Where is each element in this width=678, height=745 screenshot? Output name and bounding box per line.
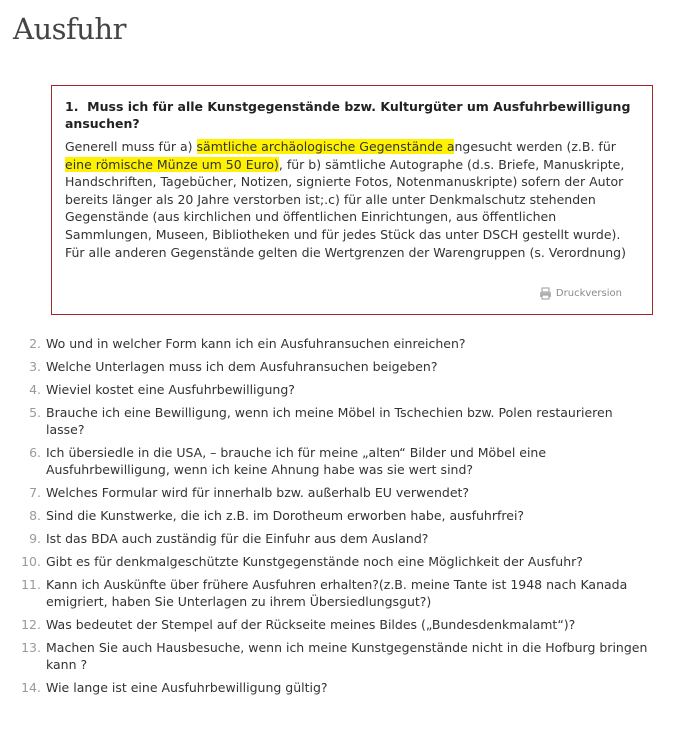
faq-question-link[interactable]: Sind die Kunstwerke, die ich z.B. im Dorotheum erworben habe, ausfuhrfrei? [46, 508, 525, 523]
item-number: 8. [29, 508, 41, 523]
list-item [14, 335, 654, 352]
item-number: 11. [21, 577, 41, 592]
item-number: 13. [21, 640, 41, 655]
faq-list [14, 335, 654, 702]
item-number: 3. [29, 359, 41, 374]
answer-text: ngesucht werden (z.B. für [454, 139, 616, 154]
answer-text: Generell muss für a) [65, 139, 197, 154]
faq-question-link[interactable]: Wieviel kostet eine Ausfuhrbewilligung? [46, 382, 295, 397]
item-number: 5. [29, 405, 41, 420]
item-number: 6. [29, 445, 41, 460]
list-item [14, 679, 654, 696]
faq-question-link[interactable]: Brauche ich eine Bewilligung, wenn ich meine Möbel in Tschechien bzw. Polen restaurieren lasse? [46, 405, 613, 437]
faq-expanded-item [51, 85, 653, 315]
item-number: 9. [29, 531, 41, 546]
faq-question-link[interactable]: Gibt es für denkmalgeschützte Kunstgegenstände noch eine Möglichkeit der Ausfuhr? [46, 554, 583, 569]
faq-question-link[interactable]: Welche Unterlagen muss ich dem Ausfuhransuchen beigeben? [46, 359, 438, 374]
faq-question-link[interactable]: Ich übersiedle in die USA, – brauche ich für meine „alten“ Bilder und Möbel eine Ausfuhrbewilligung, wenn ich keine Ahnung habe was sie wert sind? [46, 445, 547, 477]
list-item [14, 576, 654, 610]
print-version-link[interactable] [539, 287, 622, 300]
faq-question-link[interactable]: Machen Sie auch Hausbesuche, wenn ich meine Kunstgegenstände nicht in die Hofburg bringen kann ? [46, 640, 648, 672]
item-number: 7. [29, 485, 41, 500]
faq-question-link[interactable]: Welches Formular wird für innerhalb bzw. außerhalb EU verwendet? [46, 485, 470, 500]
faq-question-link[interactable]: Kann ich Auskünfte über frühere Ausfuhren erhalten?(z.B. meine Tante ist 1948 nach Kanada emigriert, haben Sie Unterlagen zu ihrem Übersiedlungsgut?) [46, 577, 628, 609]
item-number: 2. [29, 336, 41, 351]
list-item [14, 639, 654, 673]
question-text: Muss ich für alle Kunstgegenstände bzw. Kulturgüter um Ausfuhrbewilligung ansuchen? [65, 99, 631, 131]
list-item [14, 404, 654, 438]
list-item [14, 444, 654, 478]
item-number: 12. [21, 617, 41, 632]
list-item [14, 358, 654, 375]
list-item [14, 484, 654, 501]
highlighted-text: sämtliche archäologische Gegenstände a [196, 139, 455, 154]
list-item [14, 381, 654, 398]
faq-question-link[interactable]: Wo und in welcher Form kann ich ein Ausfuhransuchen einreichen? [46, 336, 466, 351]
highlighted-text: eine römische Münze um 50 Euro) [65, 156, 279, 172]
faq-question-link[interactable]: Wie lange ist eine Ausfuhrbewilligung gültig? [46, 680, 328, 695]
question-number: 1. [65, 99, 79, 114]
list-item [14, 507, 654, 524]
item-number: 14. [21, 680, 41, 695]
list-item [14, 553, 654, 570]
item-number: 4. [29, 382, 41, 397]
faq-question-link[interactable]: Was bedeutet der Stempel auf der Rückseite meines Bildes („Bundesdenkmalamt“)? [46, 617, 576, 632]
answer-text: , für b) sämtliche Autographe (d.s. Briefe, Manuskripte, Handschriften, Tagebücher, Notizen, signierte Fotos, Notenmanuskripte) sofern der Autor bereits länger als 20 Jahre verstorben ist;.c) für alle unter Denkmalschutz stehenden Gegenstände (aus kirchlichen und öffentlichen Einrichtungen, aus öffentlichen Sammlungen, Museen, Bibliotheken und für jedes Stück das unter DSCH gestellt wurde). Für alle anderen Gegenstände gelten die Wertgrenzen der Warengruppen (s. Verordnung) [65, 156, 626, 260]
faq-answer-1 [65, 138, 640, 261]
item-number: 10. [21, 554, 41, 569]
faq-question-link[interactable]: Ist das BDA auch zuständig für die Einfuhr aus dem Ausland? [46, 531, 429, 546]
page-title: Ausfuhr [13, 12, 126, 46]
list-item [14, 616, 654, 633]
list-item [14, 530, 654, 547]
print-version-label: Druckversion [555, 288, 622, 299]
printer-icon [539, 287, 552, 300]
faq-question-1[interactable] [65, 98, 640, 132]
